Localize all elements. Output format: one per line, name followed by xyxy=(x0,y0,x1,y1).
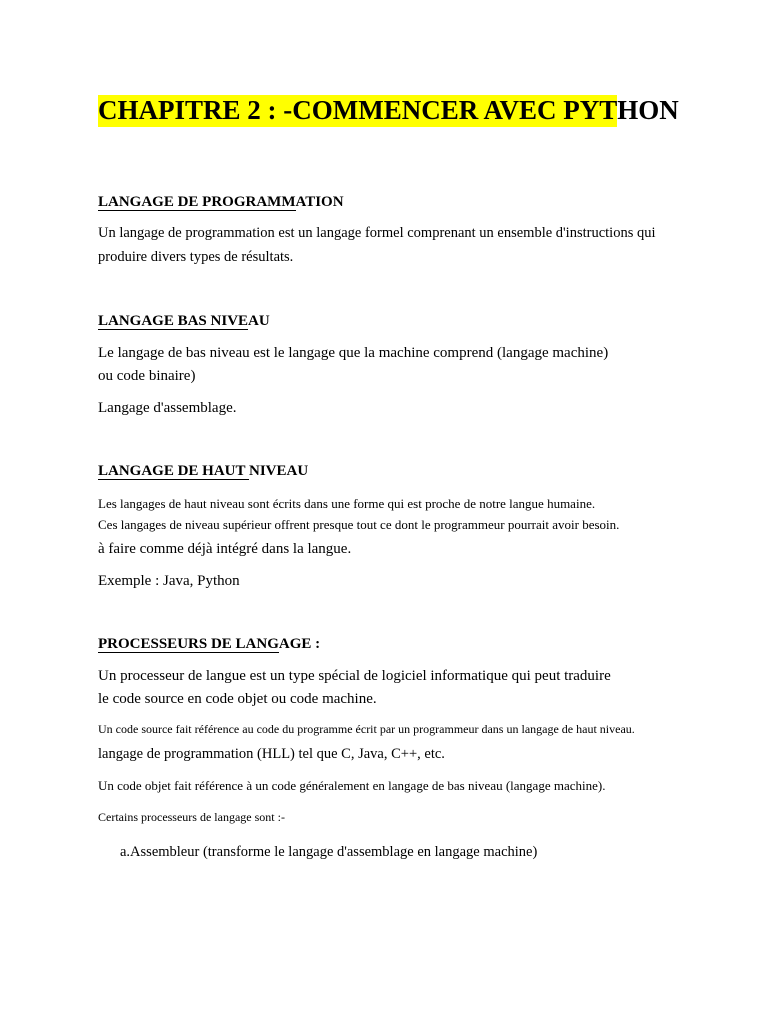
heading-rest-part: AU xyxy=(248,313,270,329)
chapter-title-rest: HON xyxy=(617,95,679,125)
heading-langage-bas-niveau xyxy=(98,314,270,329)
list-item: a.Assembleur (transforme le langage d'assemblage en langage machine) xyxy=(120,844,538,860)
paragraph-line: Langage d'assemblage. xyxy=(98,400,237,416)
paragraph-line: Un code source fait référence au code du programme écrit par un programmeur dans un langage de haut niveau. xyxy=(98,722,635,736)
paragraph-line: Les langages de haut niveau sont écrits dans une forme qui est proche de notre langue humaine. xyxy=(98,496,596,511)
heading-rest-part: NIVEAU xyxy=(249,463,309,479)
heading-langage-de-programmation xyxy=(98,195,344,210)
heading-processeurs-de-langage xyxy=(98,637,320,652)
paragraph-line: ou code binaire) xyxy=(98,368,196,384)
paragraph-line: Le langage de bas niveau est le langage que la machine comprend (langage machine) xyxy=(98,345,609,361)
paragraph-line: Exemple : Java, Python xyxy=(98,573,240,589)
paragraph-line: Ces langages de niveau supérieur offrent presque tout ce dont le programmeur pourrait avoir besoin. xyxy=(98,517,620,532)
heading-langage-de-haut-niveau xyxy=(98,464,308,479)
heading-rest-part: AGE : xyxy=(278,636,321,652)
chapter-title-highlighted: CHAPITRE 2 : -COMMENCER AVEC PYT xyxy=(98,95,618,125)
paragraph-line: Un code objet fait référence à un code généralement en langage de bas niveau (langage machine). xyxy=(98,778,606,793)
chapter-title xyxy=(98,97,679,124)
paragraph-line: langage de programmation (HLL) tel que C, Java, C++, etc. xyxy=(98,746,445,762)
heading-underlined-part: LANGAGE DE HAUT xyxy=(98,463,249,479)
paragraph-line: Certains processeurs de langage sont :- xyxy=(98,810,285,824)
paragraph-line: Un langage de programmation est un langage formel comprenant un ensemble d'instructions qui xyxy=(98,225,656,241)
paragraph-line: le code source en code objet ou code machine. xyxy=(98,691,377,707)
paragraph-line: produire divers types de résultats. xyxy=(98,249,294,265)
heading-rest-part: ATION xyxy=(295,194,344,210)
heading-underlined-part: LANGAGE DE PROGRAMM xyxy=(98,194,296,210)
heading-underlined-part: LANGAGE BAS NIVE xyxy=(98,313,249,329)
heading-underlined-part: PROCESSEURS DE LANG xyxy=(98,636,279,652)
paragraph-line: Un processeur de langue est un type spécial de logiciel informatique qui peut traduire xyxy=(98,668,611,684)
paragraph-line: à faire comme déjà intégré dans la langue. xyxy=(98,541,352,557)
